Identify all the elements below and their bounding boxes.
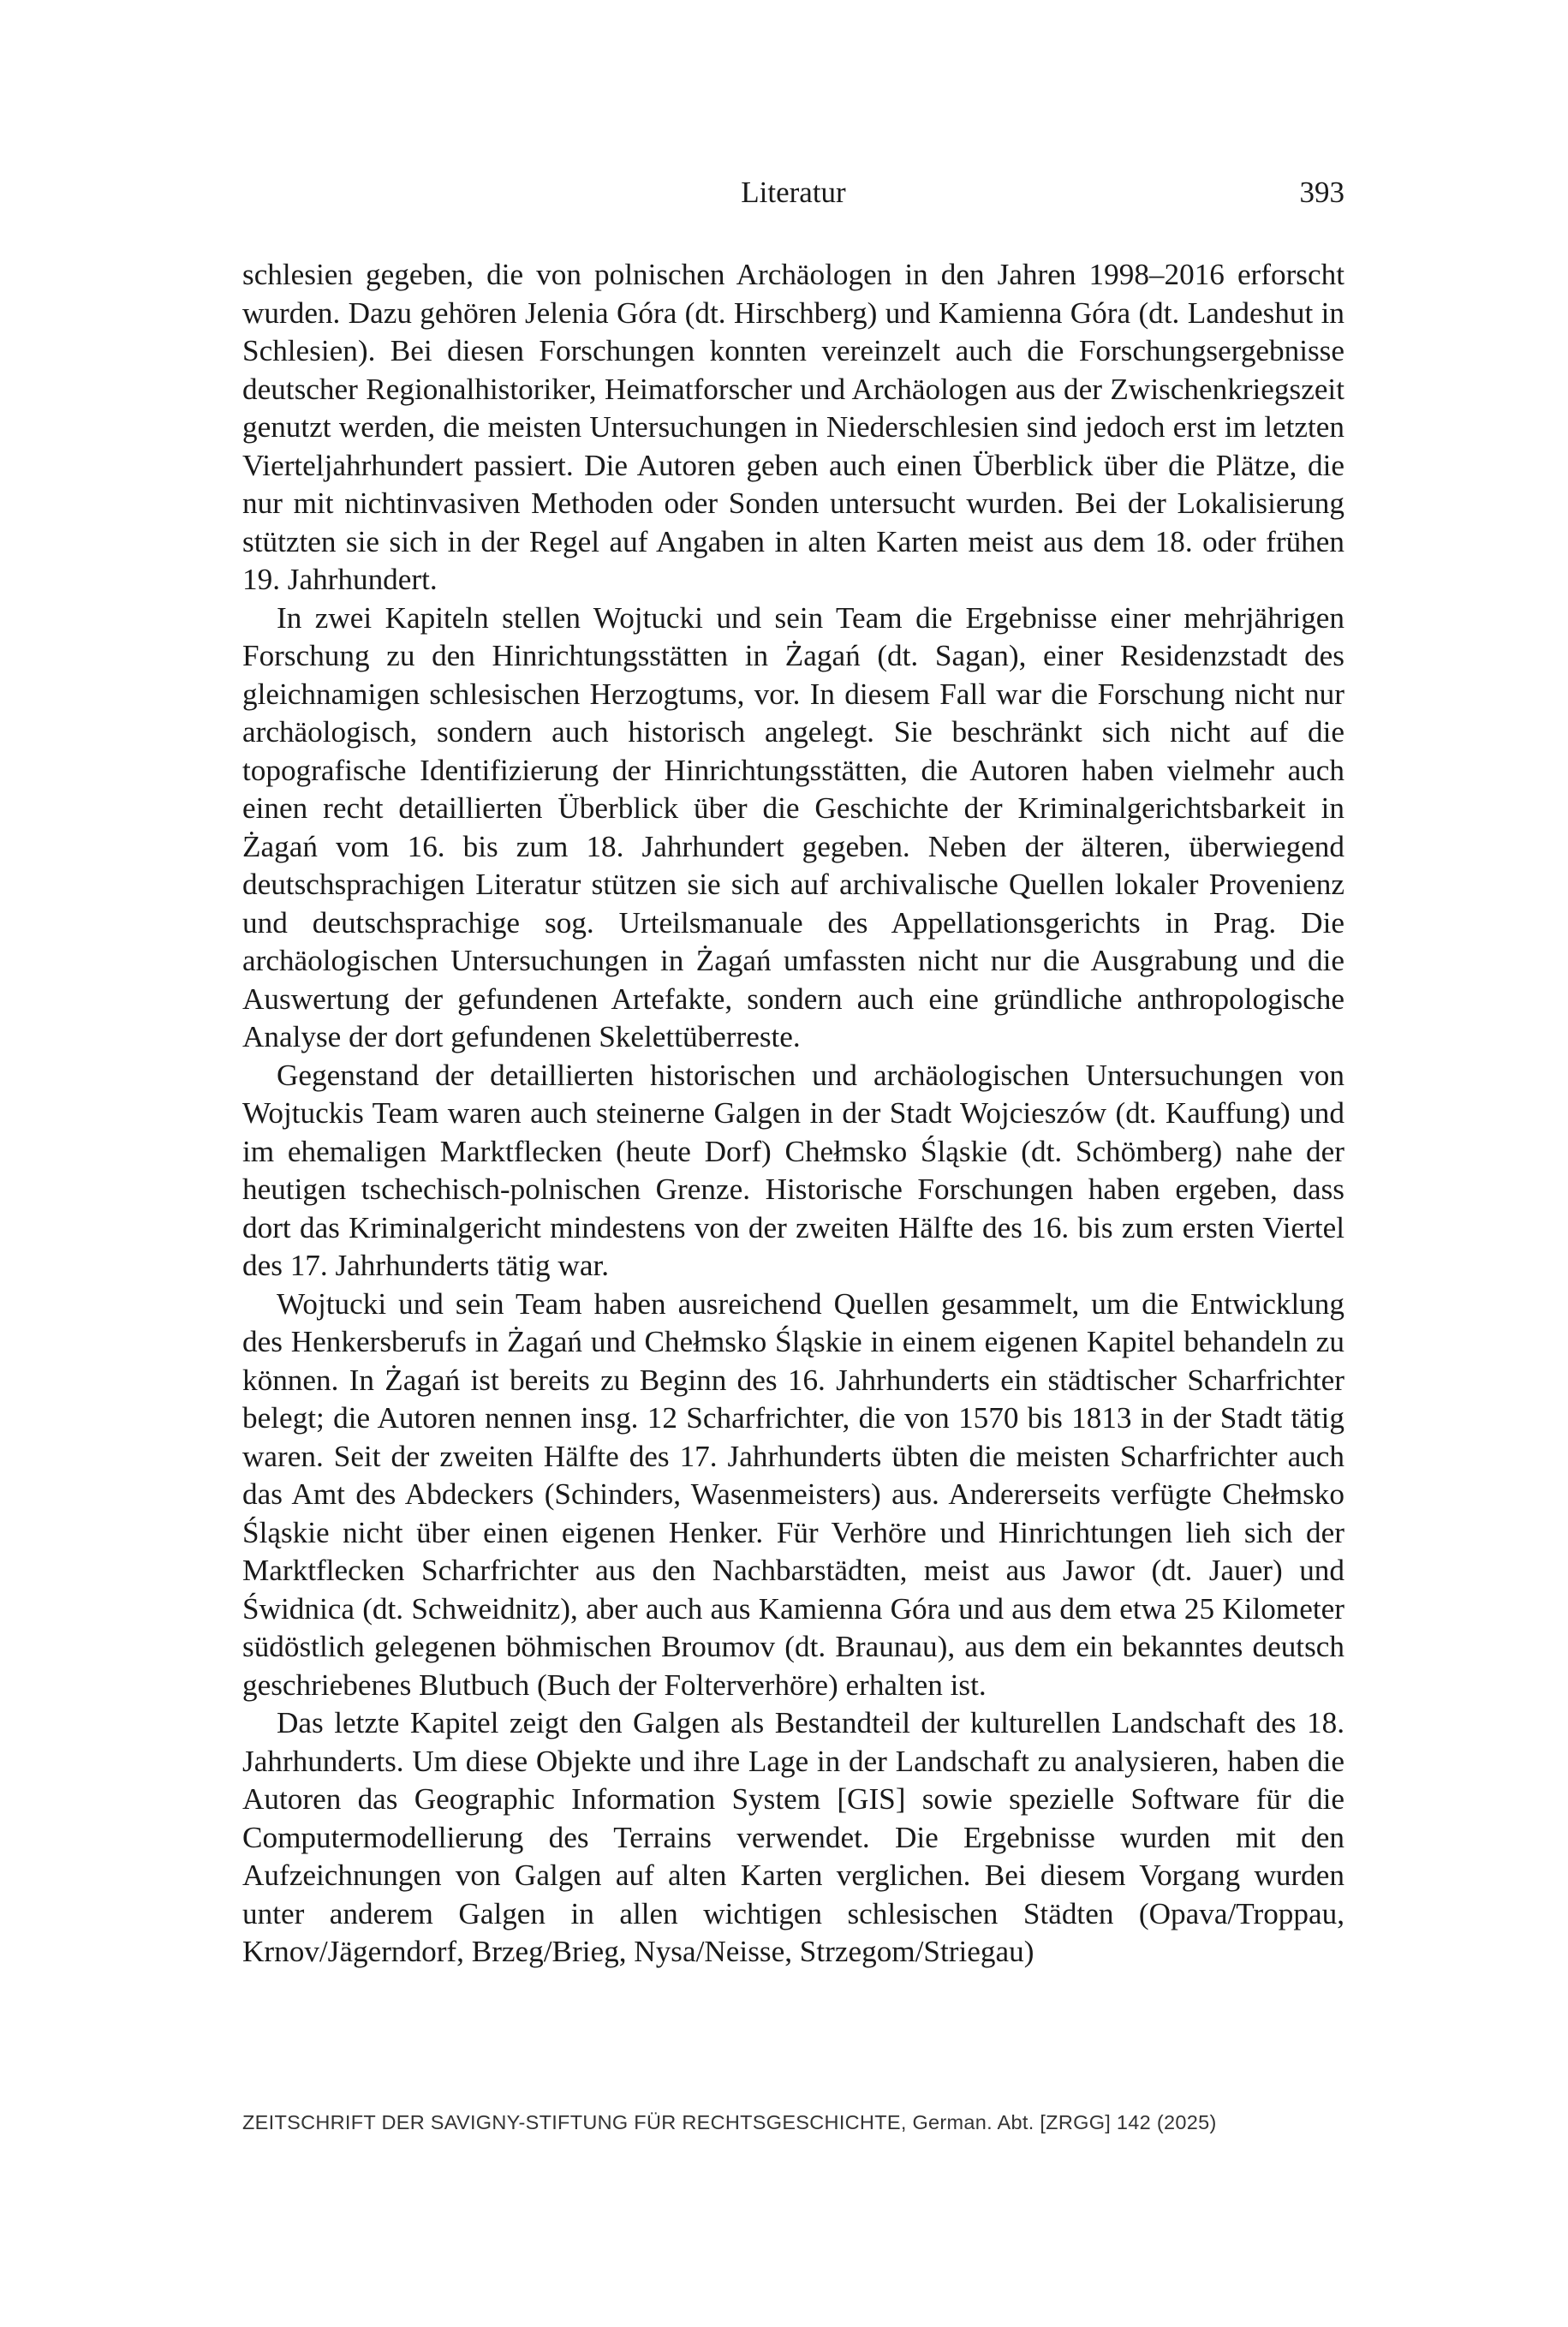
page-number: 393 <box>1299 176 1344 209</box>
running-title: Literatur <box>741 176 846 209</box>
body-text <box>242 256 1344 1972</box>
paragraph: Gegenstand der detaillierten historischen und archäologischen Untersuchungen von Wojtuckis Team waren auch steinerne Galgen in der Stadt Wojcieszów (dt. Kauffung) und im ehemaligen Marktflecken (heute Dorf) Chełmsko Śląskie (dt. Schömberg) nahe der heutigen tschechisch-polnischen Grenze. Historische Forschungen haben ergeben, dass dort das Kriminalgericht mindestens von der zweiten Hälfte des 16. bis zum ersten Viertel des 17. Jahrhunderts tätig war. <box>242 1058 1344 1282</box>
paragraph-continued: schlesien gegeben, die von polnischen Archäologen in den Jahren 1998–2016 erforscht wurden. Dazu gehören Jelenia Góra (dt. Hirschberg) und Kamienna Góra (dt. Landeshut in Schlesien). Bei diesen Forschungen konnten vereinzelt auch die Forschungsergebnisse deutscher Regionalhistoriker, Heimatforscher und Archäologen aus der Zwischenkriegszeit genutzt werden, die meisten Untersuchungen in Niederschlesien sind jedoch erst im letzten Vierteljahrhundert passiert. Die Autoren geben auch einen Überblick über die Plätze, die nur mit nichtinvasiven Methoden oder Sonden untersucht wurden. Bei der Lokalisierung stützten sie sich in der Regel auf Angaben in alten Karten meist aus dem 18. oder frühen 19. Jahrhundert. <box>242 258 1344 596</box>
journal-footer: ZEITSCHRIFT DER SAVIGNY-STIFTUNG FÜR RECHTSGESCHICHTE, German. Abt. [ZRGG] 142 (2025) <box>242 2111 1217 2133</box>
paragraph: In zwei Kapiteln stellen Wojtucki und sein Team die Ergebnisse einer mehrjährigen Forschung zu den Hinrichtungsstätten in Żagań (dt. Sagan), einer Residenzstadt des gleichnamigen schlesischen Herzogtums, vor. In diesem Fall war die Forschung nicht nur archäologisch, sondern auch historisch angelegt. Sie beschränkt sich nicht auf die topografische Identifizierung der Hinrichtungsstätten, die Autoren haben vielmehr auch einen recht detaillierten Überblick über die Geschichte der Kriminalgerichtsbarkeit in Żagań vom 16. bis zum 18. Jahrhundert gegeben. Neben der älteren, überwiegend deutschsprachigen Literatur stützen sie sich auf archivalische Quellen lokaler Provenienz und deutschsprachige sog. Urteilsmanuale des Appellationsgerichts in Prag. Die archäologischen Untersuchungen in Żagań umfassten nicht nur die Ausgrabung und die Auswertung der gefundenen Artefakte, sondern auch eine gründliche anthropologische Analyse der dort gefundenen Skelettüberreste. <box>242 600 1344 1053</box>
paragraph: Wojtucki und sein Team haben ausreichend Quellen gesammelt, um die Entwicklung des Henkersberufs in Żagań und Chełmsko Śląskie in einem eigenen Kapitel behandeln zu können. In Żagań ist bereits zu Beginn des 16. Jahrhunderts ein städtischer Scharfrichter belegt; die Autoren nennen insg. 12 Scharfrichter, die von 1570 bis 1813 in der Stadt tätig waren. Seit der zweiten Hälfte des 17. Jahrhunderts übten die meisten Scharfrichter auch das Amt des Abdeckers (Schinders, Wasenmeisters) aus. Andererseits verfügte Chełmsko Śląskie nicht über einen eigenen Henker. Für Verhöre und Hinrichtungen lieh sich der Marktflecken Scharfrichter aus den Nachbarstädten, meist aus Jawor (dt. Jauer) und Świdnica (dt. Schweidnitz), aber auch aus Kamienna Góra und aus dem etwa 25 Kilometer südöstlich gelegenen böhmischen Broumov (dt. Braunau), aus dem ein bekanntes deutsch geschriebenes Blutbuch (Buch der Folterverhöre) erhalten ist. <box>242 1286 1344 1702</box>
running-header <box>242 171 1344 214</box>
paragraph: Das letzte Kapitel zeigt den Galgen als Bestandteil der kulturellen Landschaft des 18. Jahrhunderts. Um diese Objekte und ihre Lage in der Landschaft zu analysieren, haben die Autoren das Geographic Information System [GIS] sowie spezielle Software für die Computermodellierung des Terrains verwendet. Die Ergebnisse wurden mit den Aufzeichnungen von Galgen auf alten Karten verglichen. Bei diesem Vorgang wurden unter anderem Galgen in allen wichtigen schlesischen Städten (Opava/Troppau, Krnov/Jägerndorf, Brzeg/Brieg, Nysa/Neisse, Strzegom/Striegau) <box>242 1706 1344 1968</box>
